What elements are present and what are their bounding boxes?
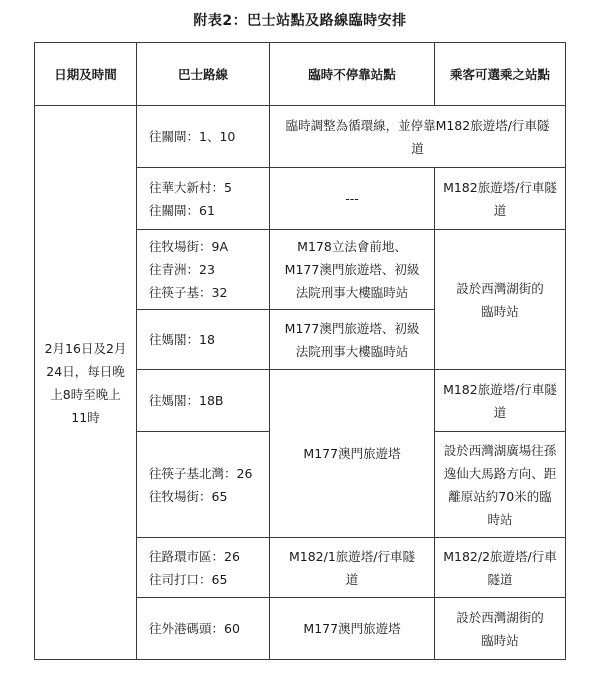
- alt-stop-cell: [435, 370, 566, 432]
- route-line: 往筷子基：32: [149, 285, 228, 300]
- routes-cell: [137, 106, 270, 168]
- alt-stop-text: 設於西灣湖街的臨時站: [456, 609, 544, 648]
- routes-cell: [137, 230, 270, 310]
- route-line: 往司打口：65: [149, 571, 228, 587]
- route-line: 往媽閣：18: [149, 332, 215, 347]
- no-stop-text: M177澳門旅遊塔: [303, 446, 401, 461]
- no-stop-text: M178立法會前地、M177澳門旅遊塔、初級法院刑事大樓臨時站: [284, 239, 420, 300]
- route-line: 往青洲：23: [149, 262, 215, 277]
- route-line: 往華大新村：5: [149, 179, 232, 195]
- route-line: 往筷子基北灣：26: [149, 465, 253, 481]
- bus-arrangement-table: [34, 42, 566, 660]
- routes-cell: [137, 598, 270, 660]
- route-line: 往路環市區：26: [149, 548, 240, 564]
- no-stop-text: M182/1旅遊塔/行車隧道: [288, 548, 416, 587]
- route-line: 往關閘：1、10: [149, 129, 236, 144]
- header-temp-no-stop: 臨時不停靠站點: [270, 43, 435, 106]
- route-line: 往外港碼頭：60: [149, 621, 240, 636]
- header-alt-stops: 乘客可選乘之站點: [435, 43, 566, 106]
- no-stop-cell: [270, 370, 435, 538]
- route-line: 往媽閣：18B: [149, 393, 224, 408]
- routes-cell: [137, 370, 270, 432]
- alt-stop-text: 設於西灣湖廣場往孫逸仙大馬路方向、距離原站約70米的臨時站: [443, 442, 557, 527]
- header-row: [35, 43, 566, 106]
- route-line: 往牧場街：9A: [149, 239, 229, 254]
- date-time-cell: [35, 106, 137, 660]
- table-caption: 附表2：巴士站點及路線臨時安排: [193, 13, 407, 29]
- no-stop-cell: ---: [270, 168, 435, 230]
- header-routes: 巴士路線: [137, 43, 270, 106]
- routes-cell: [137, 168, 270, 230]
- routes-cell: [137, 432, 270, 538]
- no-stop-cell: [270, 310, 435, 370]
- no-stop-cell: M177澳門旅遊塔: [270, 598, 435, 660]
- alt-stop-cell: [435, 168, 566, 230]
- alt-stop-cell: [435, 230, 566, 370]
- table-row: [35, 106, 566, 168]
- route-line: 往牧場街：65: [149, 488, 228, 504]
- alt-stop-cell: [435, 432, 566, 538]
- merged-note-cell: [270, 106, 566, 168]
- alt-stop-text: M182旅遊塔/行車隧道: [443, 381, 557, 420]
- alt-stop-text: M182旅遊塔/行車隧道: [443, 179, 557, 218]
- alt-stop-text: M182/2旅遊塔/行車隧道: [443, 548, 557, 587]
- alt-stop-cell: [435, 538, 566, 598]
- no-stop-cell: [270, 230, 435, 310]
- date-time-text: 2月16日及2月24日，每日晚上8時至晚上11時: [44, 340, 127, 425]
- route-line: 往關閘：61: [149, 202, 215, 218]
- merged-note-text: 臨時調整為循環線，並停靠M182旅遊塔/行車隧道: [285, 117, 550, 156]
- routes-cell: [137, 310, 270, 370]
- alt-stop-cell: [435, 598, 566, 660]
- no-stop-text: M177澳門旅遊塔、初級法院刑事大樓臨時站: [284, 320, 420, 359]
- no-stop-cell: [270, 538, 435, 598]
- header-date-time: 日期及時間: [35, 43, 137, 106]
- routes-cell: [137, 538, 270, 598]
- alt-stop-text: 設於西灣湖街的臨時站: [456, 280, 544, 319]
